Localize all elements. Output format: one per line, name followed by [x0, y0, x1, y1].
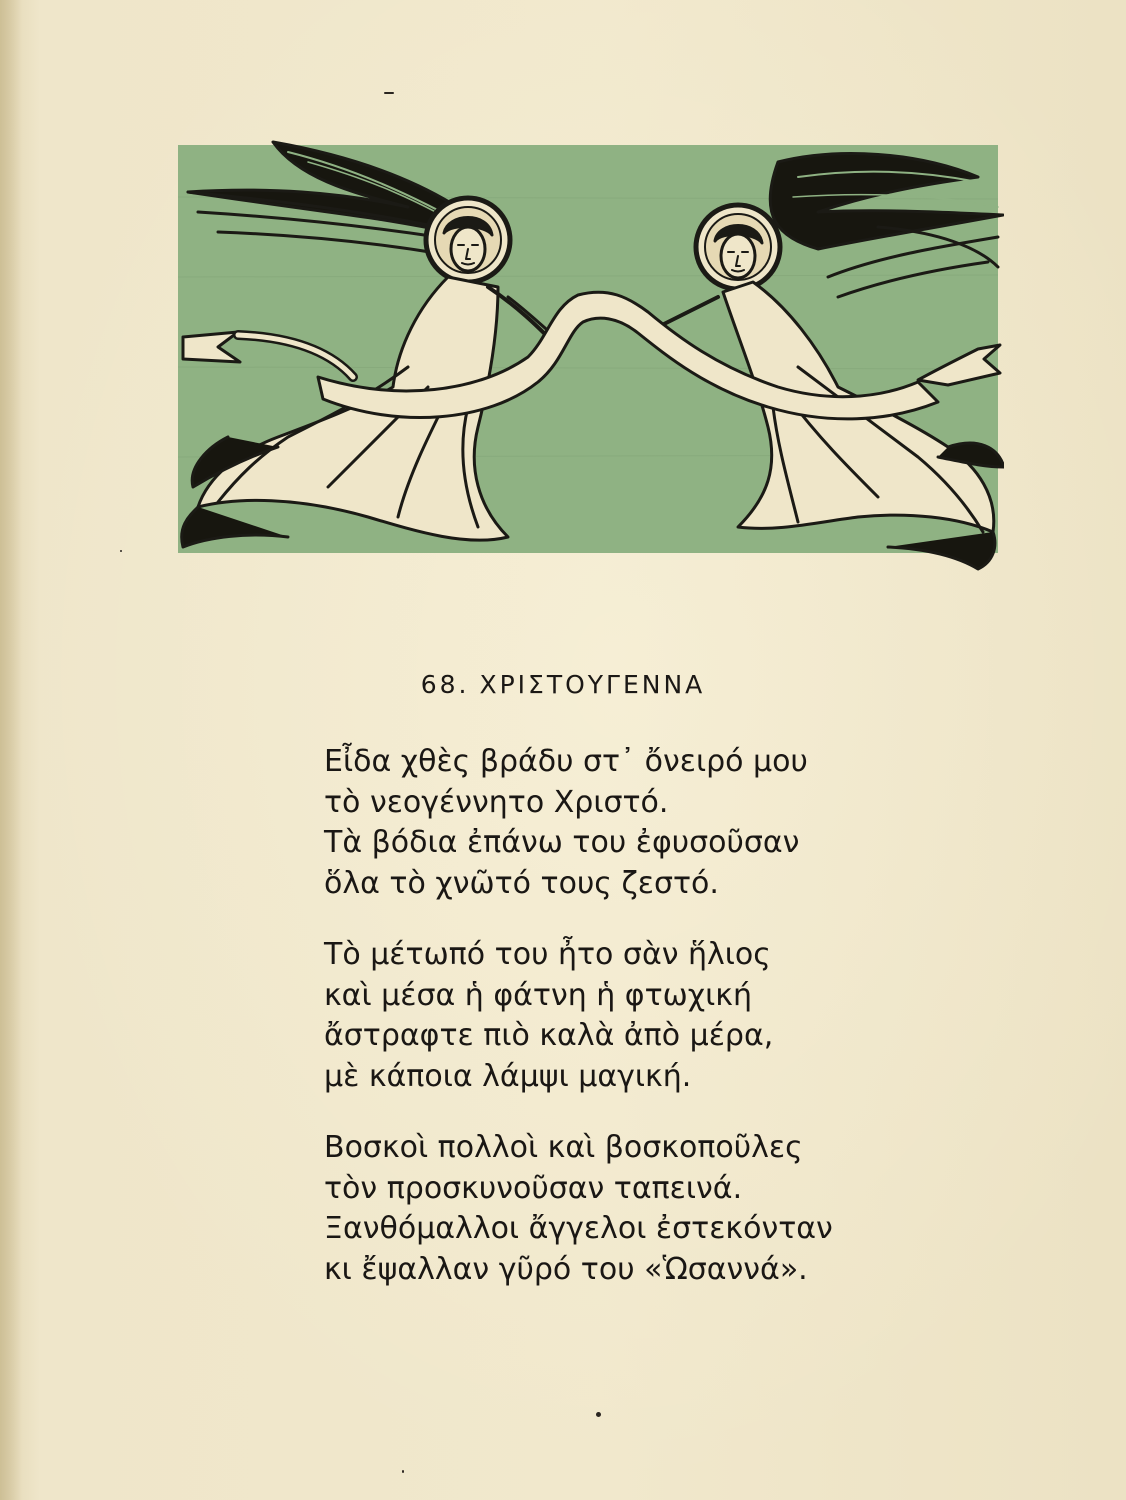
paper-speck [402, 1470, 404, 1473]
poem-number: 68. [420, 670, 470, 699]
poem-line: κι ἔψαλλαν γῦρό του «Ὡσαννά». [324, 1251, 808, 1287]
poem-body [324, 742, 964, 1321]
poem-stanza [324, 742, 964, 904]
poem-heading [0, 670, 1126, 699]
poem-line: Εἶδα χθὲς βράδυ στ᾿ ὄνειρό μου [324, 744, 808, 779]
poem-stanza [324, 1128, 964, 1290]
poem-line: τὸν προσκυνοῦσαν ταπεινά. [324, 1170, 743, 1206]
poem-line: ἄστραφτε πιὸ καλὰ ἀπὸ μέρα, [324, 1018, 774, 1053]
poem-line: ὅλα τὸ χνῶτό τους ζεστό. [324, 865, 719, 901]
paper-speck [120, 550, 122, 552]
poem-stanza [324, 935, 964, 1097]
poem-line: καὶ μέσα ἡ φάτνη ἡ φτωχική [324, 977, 752, 1013]
poem-line: Βοσκοὶ πολλοὶ καὶ βοσκοποῦλες [324, 1130, 803, 1165]
paper-speck [384, 92, 394, 94]
poem-line: Τὰ βόδια ἐπάνω του ἐφυσοῦσαν [324, 825, 800, 860]
poem-title: ΧΡΙΣΤΟΥΓΕΝΝΑ [479, 670, 706, 699]
poem-line: Ξανθόμαλλοι ἄγγελοι ἐστεκόνταν [324, 1211, 833, 1246]
poem-line: Τὸ μέτωπό του ἦτο σὰν ἥλιος [324, 937, 771, 972]
angels-illustration [178, 137, 1004, 574]
poem-line: μὲ κάποια λάμψι μαγική. [324, 1058, 692, 1094]
page-binding-shadow [0, 0, 22, 1500]
two-angels-holding-scroll-woodcut-icon [178, 137, 1004, 574]
paper-speck [596, 1412, 601, 1417]
poem-line: τὸ νεογέννητο Χριστό. [324, 784, 669, 820]
